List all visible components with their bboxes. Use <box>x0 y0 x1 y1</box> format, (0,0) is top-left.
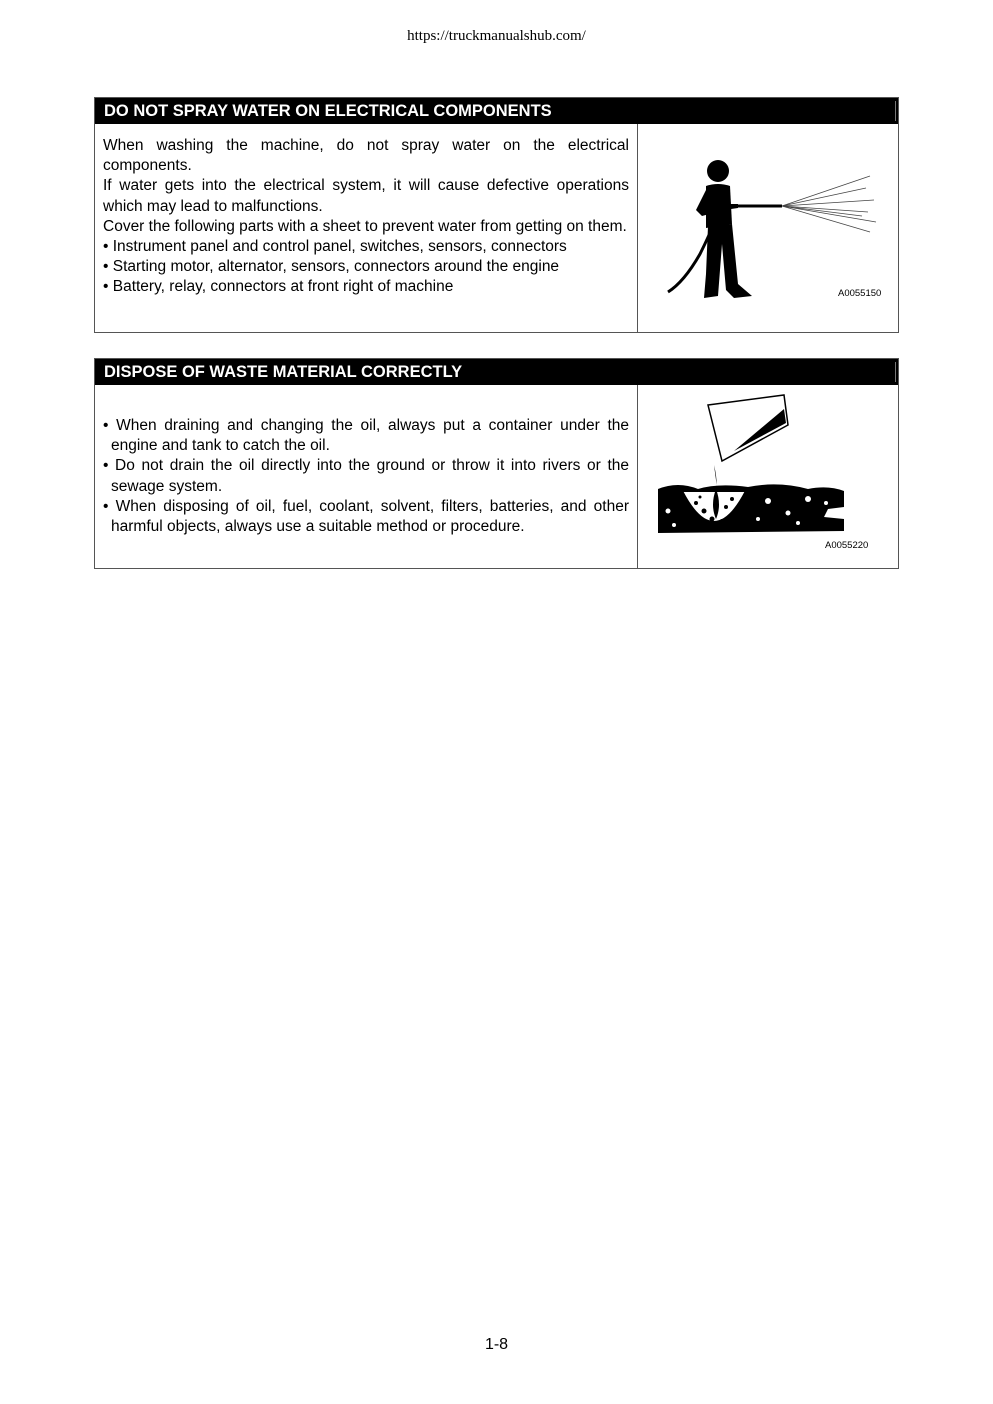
paragraph: If water gets into the electrical system, it will cause defective operations which may lead to malfunctions. <box>103 177 629 215</box>
figure-cell <box>638 124 898 332</box>
person-spraying-water-icon <box>638 124 898 332</box>
list-item: • When disposing of oil, fuel, coolant, solvent, filters, batteries, and other harmful objects, always use a suitable method or procedure. <box>103 497 629 536</box>
oil-draining-into-ground-icon <box>638 385 898 568</box>
figure-cell <box>638 385 898 568</box>
list-item: • Do not drain the oil directly into the ground or throw it into rivers or the sewage system. <box>103 457 629 495</box>
paragraph: When washing the machine, do not spray water on the electrical components. <box>103 137 629 175</box>
paragraph: Cover the following parts with a sheet to prevent water from getting on them. <box>103 217 627 235</box>
page-number: 1-8 <box>484 1336 509 1353</box>
section-title: DISPOSE OF WASTE MATERIAL CORRECTLY <box>95 359 898 385</box>
section-text <box>95 385 638 568</box>
figure-code: A0055220 <box>825 540 869 551</box>
site-url: https://truckmanualshub.com/ <box>407 28 586 44</box>
section-dispose-waste <box>94 358 899 569</box>
section-text <box>95 124 638 332</box>
list-item: • Starting motor, alternator, sensors, connectors around the engine <box>103 258 560 276</box>
list-item: • When draining and changing the oil, always put a container under the engine and tank to catch the oil. <box>103 417 629 455</box>
section-no-spray-water <box>94 97 899 333</box>
list-item: • Battery, relay, connectors at front right of machine <box>103 278 454 296</box>
list-item: • Instrument panel and control panel, switches, sensors, connectors <box>103 238 567 256</box>
section-title: DO NOT SPRAY WATER ON ELECTRICAL COMPONENTS <box>95 98 898 124</box>
figure-code: A0055150 <box>838 288 882 299</box>
